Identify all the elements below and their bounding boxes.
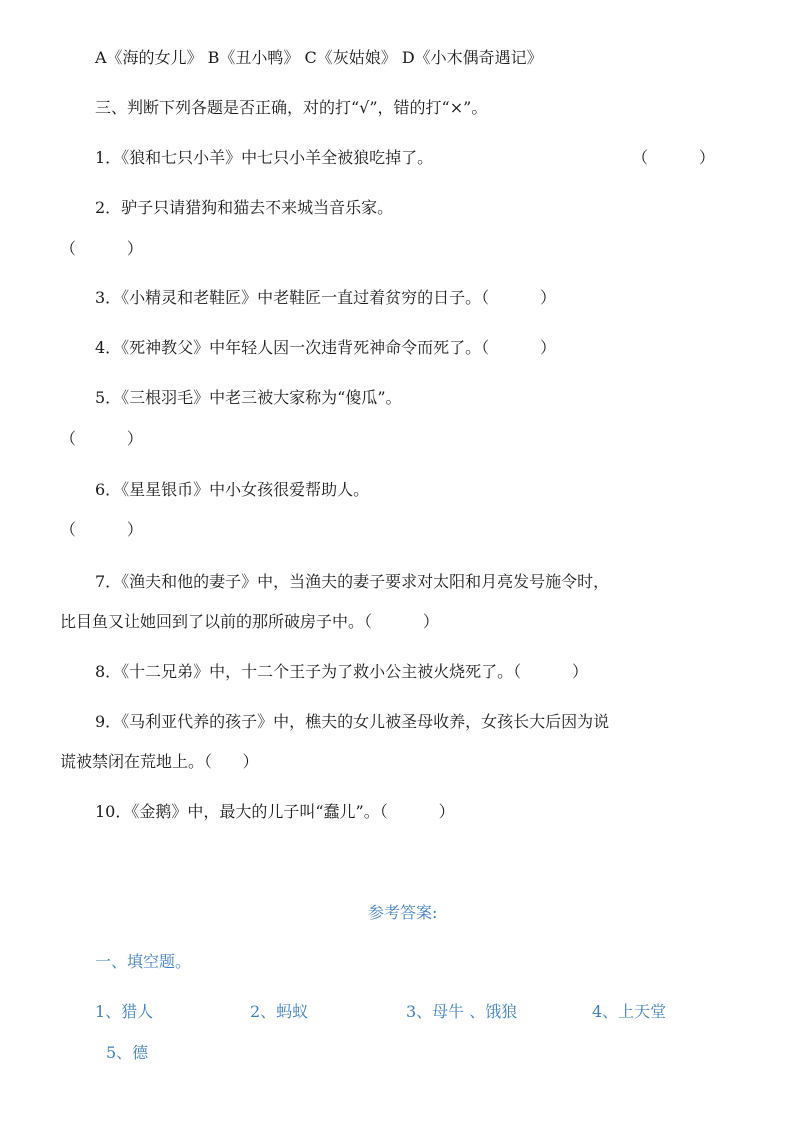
question-2-answer-bracket: （ ） — [60, 239, 143, 258]
question-9: 9．《马利亚代养的孩子》中，樵夫的女儿被圣母收养，女孩长大后因为说 — [95, 712, 610, 731]
question-8: 8．《十二兄弟》中，十二个王子为了救小公主被火烧死了。（ ） — [95, 662, 589, 681]
options-line: A《海的女儿》 B《丑小鸭》 C《灰姑娘》 D《小木偶奇遇记》 — [95, 48, 543, 67]
answer-item: 2、蚂蚁 — [250, 1002, 309, 1021]
question-5: 5．《三根羽毛》中老三被大家称为“傻瓜”。 — [95, 388, 402, 407]
answer-item: 3、母牛 、饿狼 — [406, 1002, 518, 1021]
answer-key-title: 参考答案: — [368, 903, 438, 922]
question-1: 1．《狼和七只小羊》中七只小羊全被狼吃掉了。 — [95, 148, 434, 167]
question-3: 3．《小精灵和老鞋匠》中老鞋匠一直过着贫穷的日子。（ ） — [95, 288, 557, 307]
answer-section-1-title: 一、填空题。 — [95, 952, 192, 971]
answer-item: 4、上天堂 — [592, 1002, 667, 1021]
question-6: 6．《星星银币》中小女孩很爱帮助人。 — [95, 480, 370, 499]
question-1-answer-bracket: （ ） — [632, 148, 715, 167]
question-5-answer-bracket: （ ） — [60, 429, 143, 448]
question-6-answer-bracket: （ ） — [60, 520, 143, 539]
section-3-title: 三、判断下列各题是否正确，对的打“√”，错的打“×”。 — [95, 98, 488, 117]
question-10: 10．《金鹅》中，最大的儿子叫“蠢儿”。（ ） — [95, 802, 455, 821]
answer-item: 1、猎人 — [95, 1002, 154, 1021]
question-7-continued: 比目鱼又让她回到了以前的那所破房子中。（ ） — [60, 612, 439, 631]
question-2: 2．驴子只请猎狗和猫去不来城当音乐家。 — [95, 198, 394, 217]
question-4: 4．《死神教父》中年轻人因一次违背死神命令而死了。（ ） — [95, 338, 557, 357]
question-9-continued: 谎被禁闭在荒地上。（ ） — [60, 752, 259, 771]
answer-item: 5、德 — [106, 1043, 149, 1062]
question-7: 7．《渔夫和他的妻子》中，当渔夫的妻子要求对太阳和月亮发号施令时， — [95, 572, 610, 591]
